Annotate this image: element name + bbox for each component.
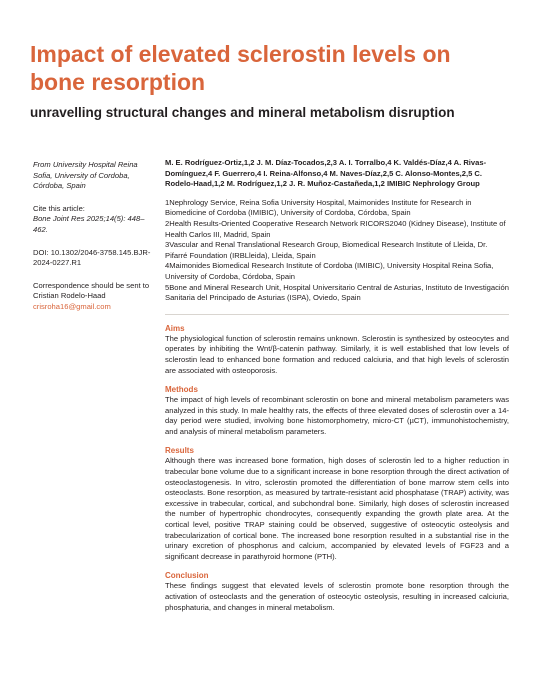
section-conclusion xyxy=(165,570,509,613)
article-subtitle: unravelling structural changes and mineral metabolism disruption xyxy=(30,105,455,120)
cite-journal: Bone Joint Res 2025;14(5): 448–462. xyxy=(33,214,145,234)
affiliations xyxy=(165,198,509,304)
citation-block xyxy=(33,204,151,236)
cite-label: Cite this article: xyxy=(33,203,85,213)
section-results xyxy=(165,445,509,562)
article-title: Impact of elevated sclerostin levels on bone resorption xyxy=(30,41,451,95)
institution-note: From University Hospital Reina Sofia, University of Cordoba, Córdoba, Spain xyxy=(33,160,138,191)
doi-text[interactable]: DOI: 10.1302/2046-3758.145.BJR-2024-0227.R1 xyxy=(33,247,151,268)
section-heading: Results xyxy=(165,446,194,456)
section-heading: Aims xyxy=(165,323,185,333)
correspondence-text: Correspondence should be sent to Cristian Rodelo-Haad xyxy=(33,280,150,301)
correspondence-email[interactable]: crisroha16@gmail.com xyxy=(33,301,111,311)
affiliation-5: 5Bone and Mineral Research Unit, Hospital Universitario Central de Asturias, Instituto de Investigación Sanitaria del Principado de Asturias (ISPA), Oviedo, Spain xyxy=(165,282,510,303)
divider xyxy=(165,314,509,315)
doi-block xyxy=(33,248,151,269)
section-aims xyxy=(165,323,509,376)
affiliation-4: 4Maimonides Biomedical Research Institute of Cordoba (IMIBIC), University Hospital Reina Sofia, University of Cordoba, Córdoba, Spain xyxy=(165,261,494,281)
affiliation-2: 2Health Results-Oriented Cooperative Research Network RICORS2040 (Kidney Disease), Institute of Health Carlos III, Madrid, Spain xyxy=(165,218,506,239)
section-body: These findings suggest that elevated levels of sclerostin promote bone resorption through the activation of osteoclasts and the generation of osteocytic osteolysis, resulting in increased calciuria, phosphaturia, and changes in mineral metabolism. xyxy=(165,581,509,612)
section-heading: Conclusion xyxy=(165,571,209,581)
section-body: The impact of high levels of recombinant sclerostin on bone and mineral metabolism parameters was analyzed in this study. In male healthy rats, the effects of three elevated doses of sclerostin over a 14-day period were studied, involving bone histomorphometry, micro-CT (µCT), immunohistochemistry, and analysis of mineral metabolism parameters. xyxy=(165,395,509,436)
section-methods xyxy=(165,384,509,437)
correspondence-block xyxy=(33,281,151,313)
author-list: M. E. Rodríguez-Ortiz,1,2 J. M. Díaz-Tocados,2,3 A. I. Torralbo,4 K. Valdés-Díaz,4 A. Rivas-Domínguez,4 F. Guerrero,4 I. Reina-Alfonso,4 M. Naves-Díaz,2,5 C. Alonso-Montes,2,5 C. Rodelo-Haad,1,2 M. Rodríguez,1,2 J. R. Muñoz-Castañeda,1,2 IMIBIC Nephrology Group xyxy=(165,158,487,189)
section-body: The physiological function of sclerostin remains unknown. Sclerostin is synthesized by osteocytes and operates by inhibiting the Wnt/β-catenin pathway. Similarly, it is well established that low levels of sclerostin lead to enhanced bone formation and reduced calciuria, and that high levels of sclerostin are associated with osteoporosis. xyxy=(165,333,509,375)
section-heading: Methods xyxy=(165,385,198,395)
affiliation-1: 1Nephrology Service, Reina Sofia University Hospital, Maimonides Institute for Research in Biomedicine of Cordoba (IMIBIC), University of Cordoba, Córdoba, Spain xyxy=(165,197,472,218)
affiliation-3: 3Vascular and Renal Translational Research Group, Biomedical Research Institute of Lleida, Dr. Pifarré Foundation (IRBLleida), Lleida, Spain xyxy=(165,240,488,260)
main-column xyxy=(165,158,509,613)
left-sidebar xyxy=(33,160,151,313)
section-body: Although there was increased bone formation, high doses of sclerostin led to a higher reduction in trabecular bone volume due to a significant increase in bone resorption through the direct activation of osteoclastogenesis. In vitro, sclerostin promoted the differentiation of bone marrow stem cells into osteoclasts. Bone resorption, as measured by tartrate-resistant acid phosphatase (TRAP) activity, was excessive in trabecular, cortical, and subchondral bone. Similarly, high doses of sclerostin increased the number of hypertrophic chondrocytes, consequently expanding the growth plate area. At the cortical level, positive TRAP staining could be observed, suggestive of osteocytic osteolysis and trabecularization of cortical bone. The increased bone resorption resulted in a substantial rise in the urinary excretion of phosphorus and calcium, accompanied by elevated levels of FGF23 and a significant decrease in parathyroid hormone (PTH). xyxy=(165,456,509,561)
